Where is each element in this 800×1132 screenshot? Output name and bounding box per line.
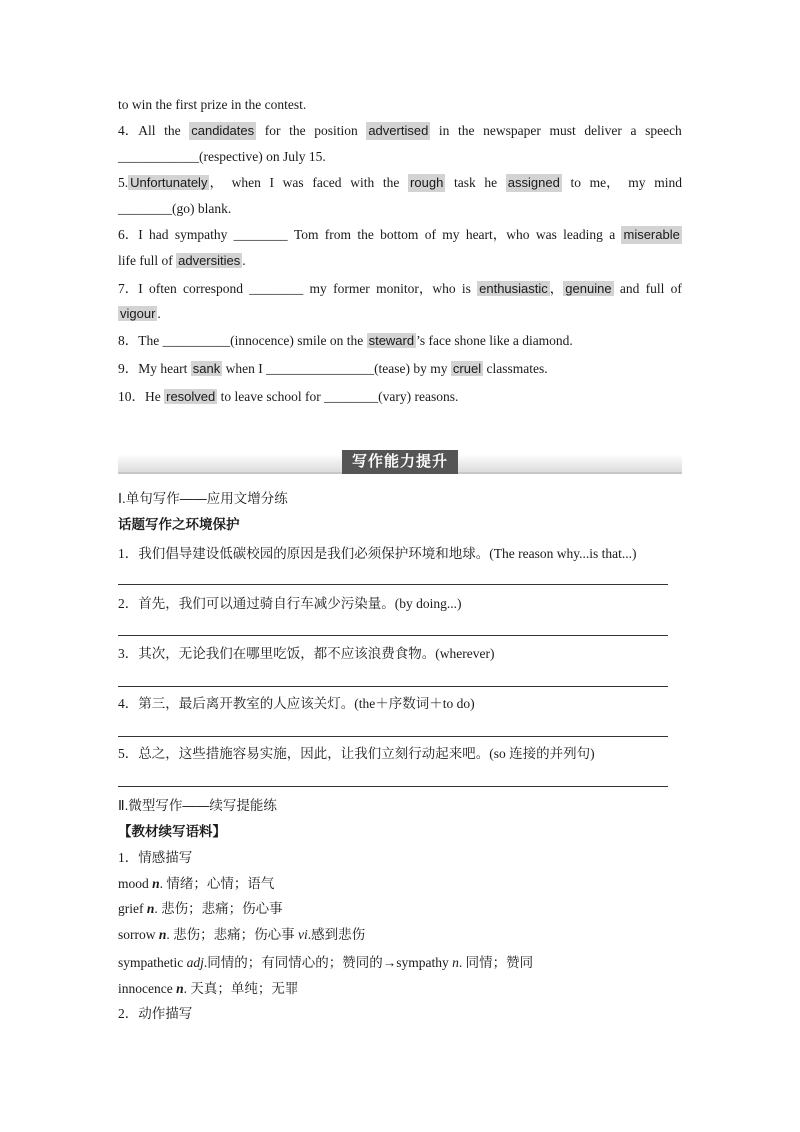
word: and: [619, 281, 640, 296]
word: in: [438, 123, 450, 138]
highlight-advertised: advertised: [368, 123, 429, 138]
word: 5. Unfortunately ，: [118, 175, 223, 190]
word: my: [442, 227, 460, 242]
section-banner: [118, 448, 682, 474]
word: for: [264, 123, 281, 138]
word: sympathy: [174, 227, 228, 242]
word: Tom: [293, 227, 319, 242]
word: with: [350, 175, 375, 190]
word: must: [549, 123, 576, 138]
highlight-genuine: genuine: [565, 281, 612, 296]
sentence-item-4: 4．第三，最后离开教室的人应该关灯。(the＋序数词＋to do): [118, 696, 475, 711]
highlight-adversities: adversities: [178, 253, 241, 268]
sentence-item-2: 2．首先，我们可以通过骑自行车减少污染量。(by doing...): [118, 596, 462, 611]
answer-line-2: [118, 635, 668, 636]
word: the: [357, 227, 374, 242]
section-2-heading: Ⅱ.微型写作——续写提能练: [118, 798, 277, 813]
exercise-4-line1: [118, 122, 682, 140]
word: was: [535, 227, 557, 242]
subheading-action: 2．动作描写: [118, 1006, 193, 1021]
word: the: [289, 123, 306, 138]
word: me，: [589, 175, 620, 190]
material-heading: 【教材续写语料】: [118, 824, 226, 839]
exercise-9: 9．My heart sank when I ________________(tease) by my cruel classmates.: [118, 361, 548, 376]
exercise-3-continuation: to win the first prize in the contest.: [118, 97, 307, 112]
sentence-item-3: 3．其次，无论我们在哪里吃饭，都不应该浪费食物。(wherever): [118, 646, 495, 661]
word: monitor，who: [376, 281, 456, 296]
answer-line-1: [118, 584, 668, 585]
word: of: [424, 227, 436, 242]
word: was: [282, 175, 304, 190]
exercise-5-line1: [118, 174, 682, 192]
word: correspond: [183, 281, 244, 296]
word: often: [149, 281, 177, 296]
word: had: [149, 227, 169, 242]
word: former: [333, 281, 370, 296]
sentence-item-1: 1．我们倡导建设低碳校园的原因是我们必须保护环境和地球。(The reason why...is that...): [118, 546, 637, 561]
word: newspaper: [483, 123, 541, 138]
word: the: [458, 123, 475, 138]
word: full: [645, 281, 665, 296]
word: my: [309, 281, 327, 296]
word: deliver: [584, 123, 622, 138]
vocab-item: sympathetic adj.同情的；有同情心的；赞同的→sympathy n. 同情；赞同: [118, 955, 534, 970]
highlight-cruel: cruel: [452, 361, 482, 376]
answer-line-4: [118, 736, 668, 737]
sentence-item-5: 5．总之，这些措施容易实施，因此，让我们立刻行动起来吧。(so 连接的并列句): [118, 746, 595, 761]
highlight-assigned: assigned: [507, 175, 560, 190]
word: he: [484, 175, 498, 190]
answer-line-3: [118, 686, 668, 687]
word: 6．I: [118, 227, 143, 242]
section-1-topic: 话题写作之环境保护: [118, 517, 240, 532]
exercise-10: 10．He resolved to leave school for ________(vary) reasons.: [118, 389, 459, 404]
word: of: [670, 281, 682, 296]
vocab-item: innocence n. 天真；单纯；无罪: [118, 981, 299, 996]
word: to: [570, 175, 581, 190]
word: heart，who: [465, 227, 530, 242]
word: a: [609, 227, 616, 242]
vocab-item: grief n. 悲伤；悲痛；伤心事: [118, 901, 283, 916]
word: I: [269, 175, 275, 190]
highlight-unfortunately: Unfortunately: [130, 175, 208, 190]
blank: ________: [233, 227, 288, 242]
word: my: [628, 175, 646, 190]
word: the: [382, 175, 400, 190]
section-1-heading: Ⅰ.单句写作——应用文增分练: [118, 491, 288, 506]
highlight-sank: sank: [192, 361, 221, 376]
word: when: [231, 175, 261, 190]
blank: ________: [249, 281, 304, 296]
word: enthusiastic ， genuine: [479, 281, 612, 296]
highlight-vigour: vigour: [120, 306, 156, 321]
exercise-5-line2: ________(go) blank.: [118, 201, 232, 216]
highlight-miserable: miserable: [623, 227, 680, 242]
answer-line-5: [118, 786, 668, 787]
word: 4．All: [118, 123, 156, 138]
word: 7．I: [118, 281, 143, 296]
word: position: [314, 123, 358, 138]
word: the: [164, 123, 181, 138]
word: is: [461, 281, 471, 296]
word: speech: [645, 123, 682, 138]
exercise-6-line1: [118, 226, 682, 244]
highlight-enthusiastic: enthusiastic: [479, 281, 548, 296]
word: bottom: [380, 227, 419, 242]
highlight-resolved: resolved: [166, 389, 216, 404]
vocab-item: sorrow n. 悲伤；悲痛；伤心事 vi.感到悲伤: [118, 927, 366, 942]
word: task: [453, 175, 476, 190]
subheading-emotion: 1．情感描写: [118, 850, 193, 865]
exercise-4-line2: ____________(respective) on July 15.: [118, 149, 326, 164]
exercise-8: 8．The __________(innocence) smile on the steward ’s face shone like a diamond.: [118, 333, 573, 348]
word: a: [630, 123, 637, 138]
banner-title: 写作能力提升: [342, 450, 458, 474]
highlight-rough: rough: [410, 175, 444, 190]
highlight-steward: steward: [368, 333, 415, 348]
word: faced: [312, 175, 342, 190]
word: mind: [654, 175, 682, 190]
highlight-candidates: candidates: [191, 123, 255, 138]
vocab-item: mood n. 情绪；心情；语气: [118, 876, 275, 891]
exercise-7-line1: [118, 280, 682, 298]
exercise-6-line2: life full of adversities .: [118, 253, 246, 268]
exercise-7-line2: vigour .: [120, 306, 161, 321]
word: leading: [563, 227, 603, 242]
word: from: [324, 227, 352, 242]
